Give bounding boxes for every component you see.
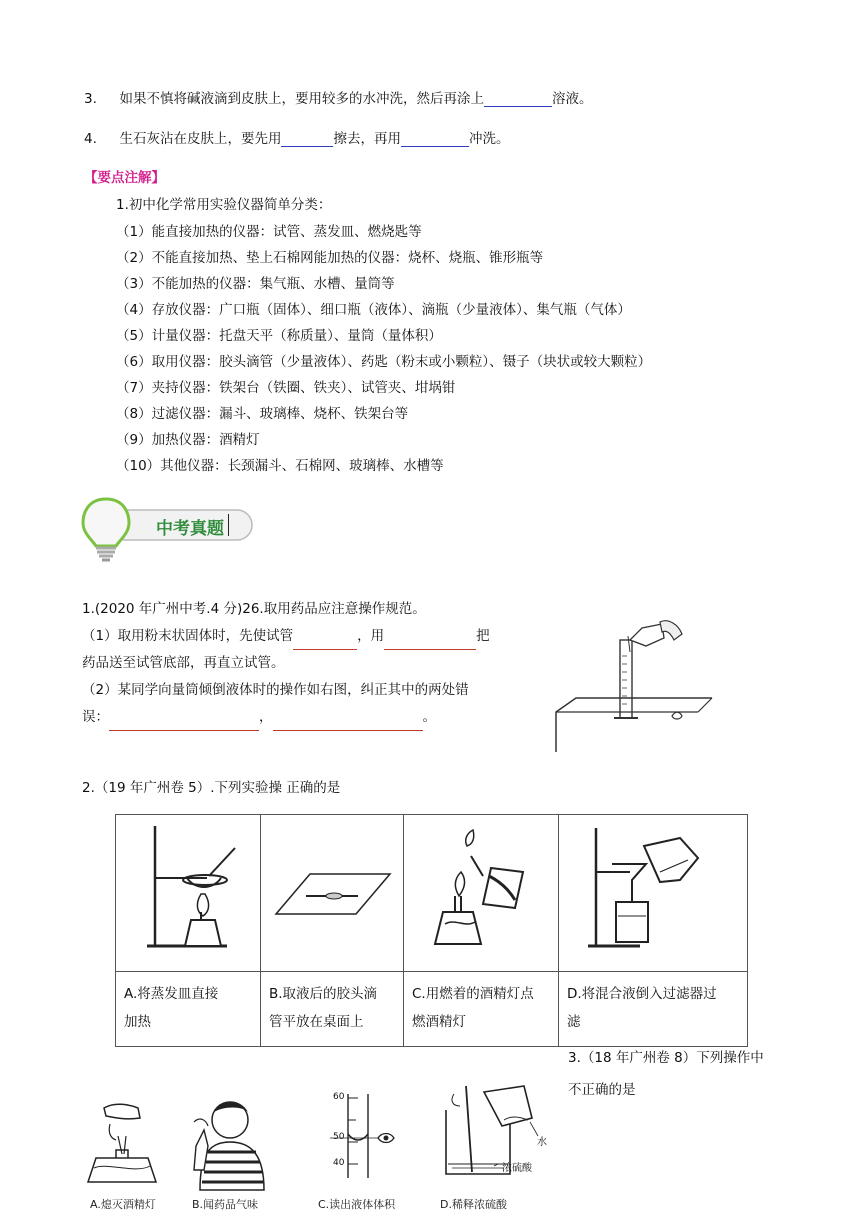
question-text: ， xyxy=(259,709,273,725)
item-text: 如果不慎将碱液滴到皮肤上，要用较多的水冲洗，然后再涂上 xyxy=(119,91,484,107)
caption-c: C.读出液体体积 xyxy=(318,1198,396,1211)
filtration-figure xyxy=(560,816,746,966)
option-text: 滤 xyxy=(567,1014,581,1030)
smell-chemical-figure xyxy=(178,1090,274,1192)
scale-label-40: 40 xyxy=(333,1158,345,1168)
caption-d: D.稀释浓硫酸 xyxy=(440,1198,507,1211)
option-text: A.将蒸发皿直接 xyxy=(124,986,219,1002)
item-3 xyxy=(84,87,592,107)
option-d-image xyxy=(559,815,748,972)
item-text-end: 溶液。 xyxy=(551,91,593,107)
cylinder-pouring-figure xyxy=(550,616,718,762)
question-2-head: 2.（19 年广州卷 5）.下列实验操 正确的是 xyxy=(82,780,341,796)
text-cursor xyxy=(228,514,229,536)
keypoint-item: （7）夹持仪器：铁架台（铁圈、铁夹）、试管夹、坩埚钳 xyxy=(116,380,456,396)
section-banner xyxy=(80,496,260,568)
item-number: 4. xyxy=(84,131,97,147)
answer-blank[interactable] xyxy=(401,131,469,147)
question-1-head: 1.(2020 年广州中考.4 分)26.取用药品应注意操作规范。 xyxy=(82,601,426,617)
water-label: 水 xyxy=(537,1137,547,1148)
lighting-alcohol-lamp-figure xyxy=(405,816,557,966)
caption-a: A.熄灭酒精灯 xyxy=(90,1198,156,1211)
question-2-options xyxy=(115,814,748,1047)
option-c-image xyxy=(404,815,559,972)
scale-label-60: 60 xyxy=(333,1092,345,1102)
keypoint-item: （4）存放仪器：广口瓶（固体）、细口瓶（液体）、滴瓶（少量液体）、集气瓶（气体） xyxy=(116,302,631,318)
option-b-image xyxy=(261,815,404,972)
acid-label: 浓硫酸 xyxy=(502,1163,532,1174)
question-text: 药品送至试管底部，再直立试管。 xyxy=(82,655,285,671)
question-text: 。 xyxy=(422,709,436,725)
question-text: （2）某同学向量筒倾倒液体时的操作如右图，纠正其中的两处错 xyxy=(82,682,469,698)
keypoint-item: （8）过滤仪器：漏斗、玻璃棒、烧杯、铁架台等 xyxy=(116,406,409,422)
extinguish-lamp-figure xyxy=(76,1096,166,1192)
item-text: 擦去，再用 xyxy=(333,131,401,147)
keypoint-item: （9）加热仪器：酒精灯 xyxy=(116,432,260,448)
keypoint-list xyxy=(116,219,651,479)
item-text: 生石灰沾在皮肤上，要先用 xyxy=(119,131,282,147)
question-3-head-cont: 不正确的是 xyxy=(568,1082,636,1098)
answer-blank[interactable] xyxy=(273,715,423,731)
option-text: 管平放在桌面上 xyxy=(269,1014,364,1030)
option-text: 加热 xyxy=(124,1014,151,1030)
keypoint-item: （6）取用仪器：胶头滴管（少量液体）、药匙（粉末或小颗粒）、镊子（块状或较大颗粒） xyxy=(116,354,652,370)
keypoint-item: （1）能直接加热的仪器：试管、蒸发皿、燃烧匙等 xyxy=(116,224,422,240)
option-text: D.将混合液倒入过滤器过 xyxy=(567,986,717,1002)
answer-blank[interactable] xyxy=(109,715,259,731)
keypoint-item: （10）其他仪器：长颈漏斗、石棉网、玻璃棒、水槽等 xyxy=(116,458,444,474)
scale-label-50: 50 xyxy=(333,1132,345,1142)
dropper-on-table-figure xyxy=(262,816,402,966)
option-text: C.用燃着的酒精灯点 xyxy=(412,986,534,1002)
answer-blank[interactable] xyxy=(293,634,357,650)
item-text: 冲洗。 xyxy=(468,131,510,147)
caption-b: B.闻药品气味 xyxy=(192,1198,259,1211)
keypoint-item: （3）不能加热的仪器：集气瓶、水槽、量筒等 xyxy=(116,276,395,292)
question-1 xyxy=(82,596,552,731)
option-a[interactable] xyxy=(116,972,261,1047)
question-text: ，用 xyxy=(357,628,385,644)
item-number: 3. xyxy=(84,91,97,107)
answer-blank[interactable] xyxy=(484,91,552,107)
evaporating-dish-figure xyxy=(117,816,259,966)
keypoint-heading: 【要点注解】 xyxy=(84,170,165,186)
answer-blank[interactable] xyxy=(384,634,476,650)
option-c[interactable] xyxy=(404,972,559,1047)
question-text: （1）取用粉末状固体时，先使试管 xyxy=(82,628,294,644)
option-a-image xyxy=(116,815,261,972)
option-d[interactable] xyxy=(559,972,748,1047)
read-volume-figure xyxy=(318,1092,404,1182)
item-4 xyxy=(84,127,509,147)
question-text: 误： xyxy=(82,709,109,725)
answer-blank[interactable] xyxy=(281,131,333,147)
keypoint-item: （5）计量仪器：托盘天平（称质量）、量筒（量体积） xyxy=(116,328,442,344)
question-text: 把 xyxy=(476,628,490,644)
option-text: 燃酒精灯 xyxy=(412,1014,466,1030)
option-b[interactable] xyxy=(261,972,404,1047)
section-banner-title: 中考真题 xyxy=(156,519,224,539)
question-3-head: 3.（18 年广州卷 8）下列操作中 xyxy=(568,1050,764,1066)
keypoint-subtitle: 1.初中化学常用实验仪器简单分类： xyxy=(116,197,332,213)
keypoint-item: （2）不能直接加热、垫上石棉网能加热的仪器：烧杯、烧瓶、锥形瓶等 xyxy=(116,250,544,266)
dilute-acid-figure xyxy=(432,1080,552,1182)
option-text: B.取液后的胶头滴 xyxy=(269,986,378,1002)
